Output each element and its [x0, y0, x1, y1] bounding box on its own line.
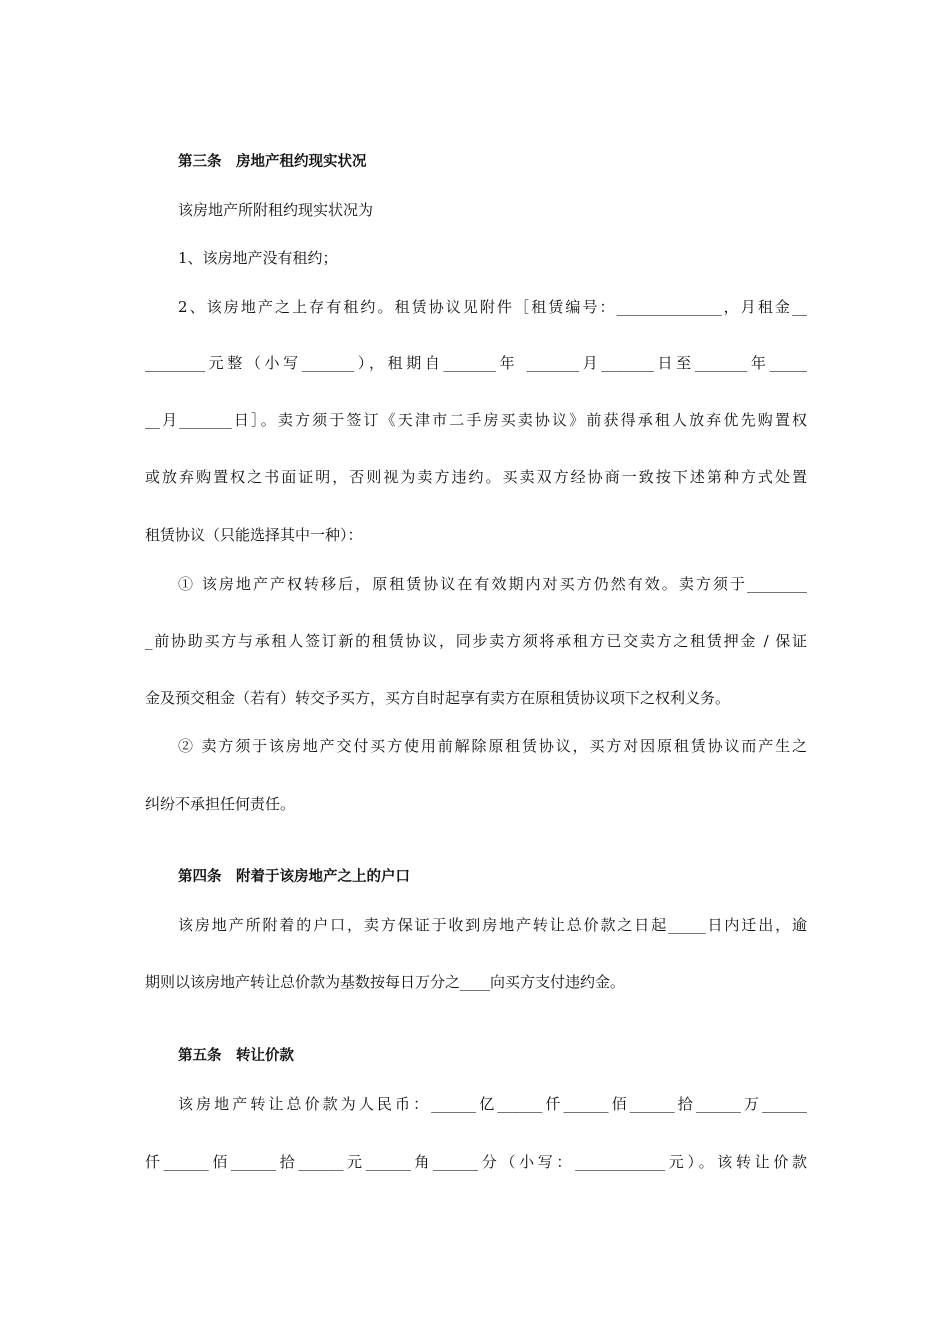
- paragraph-line: 纠纷不承担任何责任。: [145, 795, 296, 813]
- paragraph-line: _前协助买方与承租人签订新的租赁协议，同步卖方须将承租方已交卖方之租赁押金 / 保证: [145, 632, 807, 650]
- paragraph-line: 该房地产所附租约现实状况为: [178, 201, 374, 219]
- paragraph-line: 仟______佰______拾______元______角______分（小写：____________元）。该转让价款: [145, 1153, 807, 1171]
- paragraph-line: 或放弃购置权之书面证明，否则视为卖方违约。买卖双方经协商一致按下述第种方式处置: [145, 468, 807, 486]
- paragraph-line: 1、该房地产没有租约；: [178, 249, 338, 267]
- paragraph-line: 2、该房地产之上存有租约。租赁协议见附件［租赁编号：______________，月租金__: [178, 298, 807, 316]
- paragraph-line: 期则以该房地产转让总价款为基数按每日万分之____向买方支付违约金。: [145, 973, 626, 991]
- paragraph-line: ① 该房地产产权转移后，原租赁协议在有效期内对买方仍然有效。卖方须于________: [178, 575, 807, 593]
- section-heading: 第三条 房地产租约现实状况: [178, 154, 367, 170]
- paragraph-line: 该房地产转让总价款为人民币：______亿______仟______佰______拾______万______: [178, 1095, 807, 1113]
- paragraph-line: 该房地产所附着的户口，卖方保证于收到房地产转让总价款之日起_____日内迁出，逾: [178, 916, 807, 934]
- paragraph-line: 金及预交租金（若有）转交予买方，买方自时起享有卖方在原租赁协议项下之权利义务。: [145, 689, 731, 707]
- paragraph-line: ② 卖方须于该房地产交付买方使用前解除原租赁协议，买方对因原租赁协议而产生之: [178, 737, 807, 755]
- paragraph-line: __月_______日］。卖方须于签订《天津市二手房买卖协议》前获得承租人放弃优先购置权: [145, 411, 807, 429]
- section-heading: 第五条 转让价款: [178, 1048, 294, 1064]
- paragraph-line: 租赁协议（只能选择其中一种）：: [145, 526, 363, 544]
- paragraph-line: ________元整（小写_______），租期自_______年 _______月_______日至_______年_____: [145, 354, 807, 372]
- section-heading: 第四条 附着于该房地产之上的户口: [178, 869, 410, 885]
